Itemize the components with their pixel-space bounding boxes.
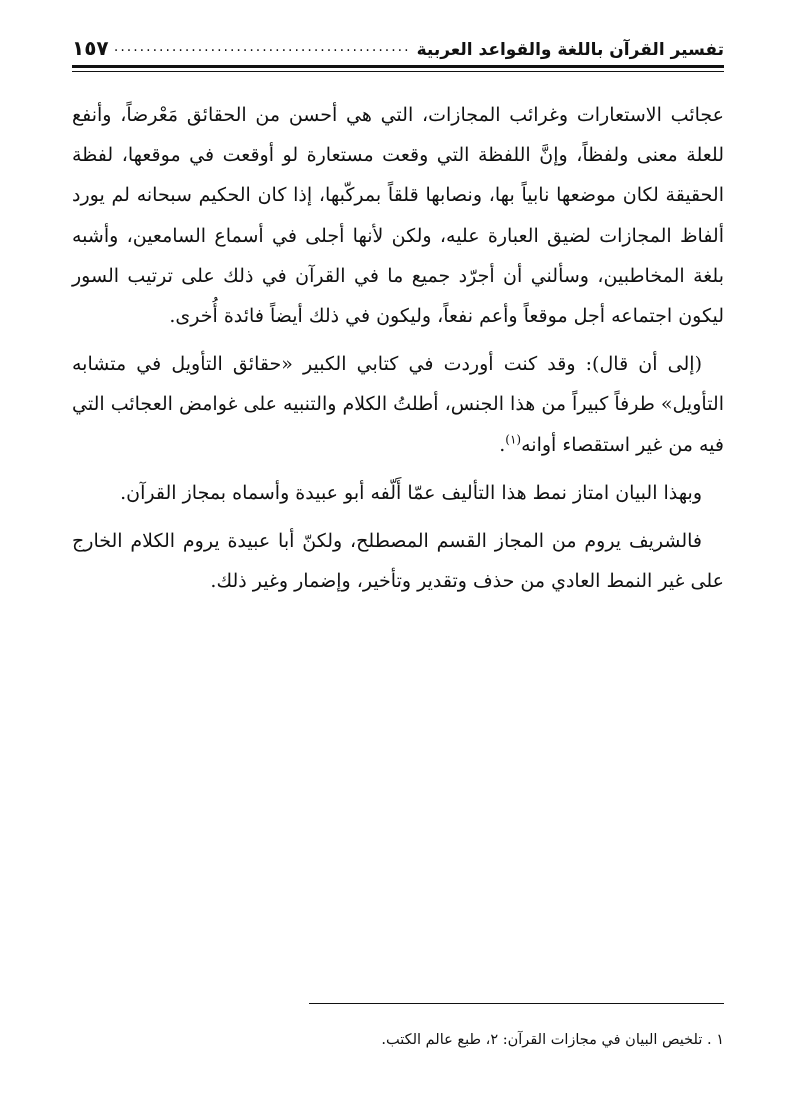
paragraph-2-end: . [499, 433, 506, 456]
page-number: ١٥٧ [72, 36, 109, 60]
header-rule-thick [72, 65, 724, 68]
footnote-marker: (١) [505, 432, 522, 447]
header-rule-thin [72, 71, 724, 72]
footnote-1: ١ . تلخيص البيان في مجازات القرآن: ٢، طبع عالم الكتب. [381, 1032, 724, 1048]
running-header [72, 30, 724, 60]
header-title: تفسير القرآن باللغة والقواعد العربية [416, 40, 724, 60]
paragraph-3: وبهذا البيان امتاز نمط هذا التأليف عمّا أَلّفه أبو عبيدة وأسماه بمجاز القرآن. [120, 481, 702, 504]
body-text [72, 95, 724, 609]
paragraph-1: عجائب الاستعارات وغرائب المجازات، التي هي أحسن من الحقائق مَعْرضاً، وأنفع للعلة معنى ولفظاً، وإنَّ اللفظة التي وقعت مستعارة لو أوقعت في موقعها، لفظة الحقيقة لكان موضعها نابياً بها، ونصابها قلقاً بمركّبها، إذا كان الحكيم سبحانه لم يورد ألفاظ المجازات لضيق العبارة عليه، ولكن لأنها أجلى في أسماع السامعين، وأشبه بلغة المخاطبين، وسألني أن أجرّد جميع ما في القرآن في ذلك على ترتيب السور ليكون اجتماعه أجل موقعاً وأعم نفعاً، وليكون في ذلك أيضاً فائدة أُخرى. [72, 104, 724, 328]
paragraph-2-text: (إلى أن قال): وقد كنت أوردت في كتابي الكبير «حقائق التأويل في متشابه التأويل» طرفاً كبيراً من هذا الجنس، أطلتُ الكلام والتنبيه على غوامض العجائب التي فيه من غير استقصاء أوانه [72, 353, 724, 456]
footnote-separator [309, 1003, 724, 1004]
paragraph-2 [72, 344, 724, 465]
paragraph-4: فالشريف يروم من المجاز القسم المصطلح، ولكنّ أبا عبيدة يروم الكلام الخارج على غير النمط العادي من حذف وتقدير وتأخير، وإضمار وغير ذلك. [72, 530, 724, 593]
header-leader-dots [115, 38, 411, 56]
